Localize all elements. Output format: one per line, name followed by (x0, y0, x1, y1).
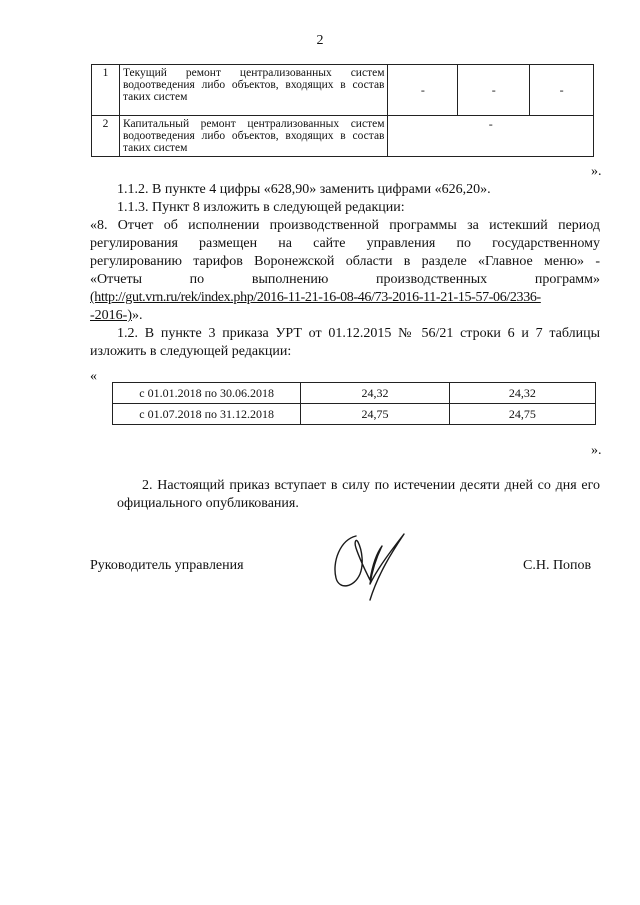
closing-quote: ». (591, 443, 602, 458)
quote-line: регулированию тарифов Воронежской области в разделе «Главное меню» - (90, 254, 600, 269)
value-cell: 24,32 (449, 383, 595, 404)
table-row (113, 404, 596, 425)
report-link-continued[interactable]: -2016-) (90, 308, 132, 323)
table-row (92, 116, 594, 157)
value-cell: 24,75 (449, 404, 595, 425)
value-cell: 24,32 (301, 383, 449, 404)
row-text: Текущий ремонт централизованных систем водоотведения либо объектов, входящих в состав таких систем (119, 65, 388, 116)
link-line (90, 307, 143, 325)
report-link[interactable]: (http://gut.vrn.ru/rek/index.php/2016-11-21-16-08-46/73-2016-11-21-15-57-06/2336- (90, 290, 541, 305)
table-row (92, 65, 594, 116)
closing-quote: ». (591, 164, 602, 179)
row-text: Капитальный ремонт централизованных систем водоотведения либо объектов, входящих в состав таких систем (119, 116, 388, 157)
row-merged-value: - (388, 116, 594, 157)
period-cell: с 01.07.2018 по 31.12.2018 (113, 404, 301, 425)
paragraph-1-2-cont: изложить в следующей редакции: (90, 344, 292, 359)
row-value: - (530, 65, 594, 116)
paragraph-1-1-3: 1.1.3. Пункт 8 изложить в следующей редакции: (117, 200, 405, 215)
table-repairs (91, 64, 594, 157)
link-line (90, 289, 602, 307)
table-row (113, 383, 596, 404)
handwritten-signature-icon (326, 528, 412, 604)
link-tail: ». (132, 308, 143, 323)
row-number: 1 (92, 65, 120, 116)
value-cell: 24,75 (301, 404, 449, 425)
open-quote: « (90, 369, 97, 384)
quote-line: «8. Отчет об исполнении производственной программы за истекший период (90, 218, 600, 233)
paragraph-1-2: 1.2. В пункте 3 приказа УРТ от 01.12.2015 № 56/21 строки 6 и 7 таблицы (117, 326, 600, 341)
period-cell: с 01.01.2018 по 30.06.2018 (113, 383, 301, 404)
page-number: 2 (316, 33, 324, 48)
quote-line: регулирования размещен на сайте управления по государственному (90, 236, 600, 251)
row-value: - (458, 65, 530, 116)
paragraph-2: 2. Настоящий приказ вступает в силу по истечении десяти дней со дня его (142, 478, 600, 493)
signatory-position: Руководитель управления (90, 558, 244, 573)
paragraph-2-cont: официального опубликования. (117, 496, 299, 511)
row-value: - (388, 65, 458, 116)
signatory-name: С.Н. Попов (523, 558, 592, 573)
paragraph-1-1-2: 1.1.2. В пункте 4 цифры «628,90» заменить цифрами «626,20». (117, 182, 491, 197)
quote-line: «Отчеты по выполнению производственных программ» (90, 272, 600, 287)
row-number: 2 (92, 116, 120, 157)
table-tariffs (112, 382, 596, 425)
